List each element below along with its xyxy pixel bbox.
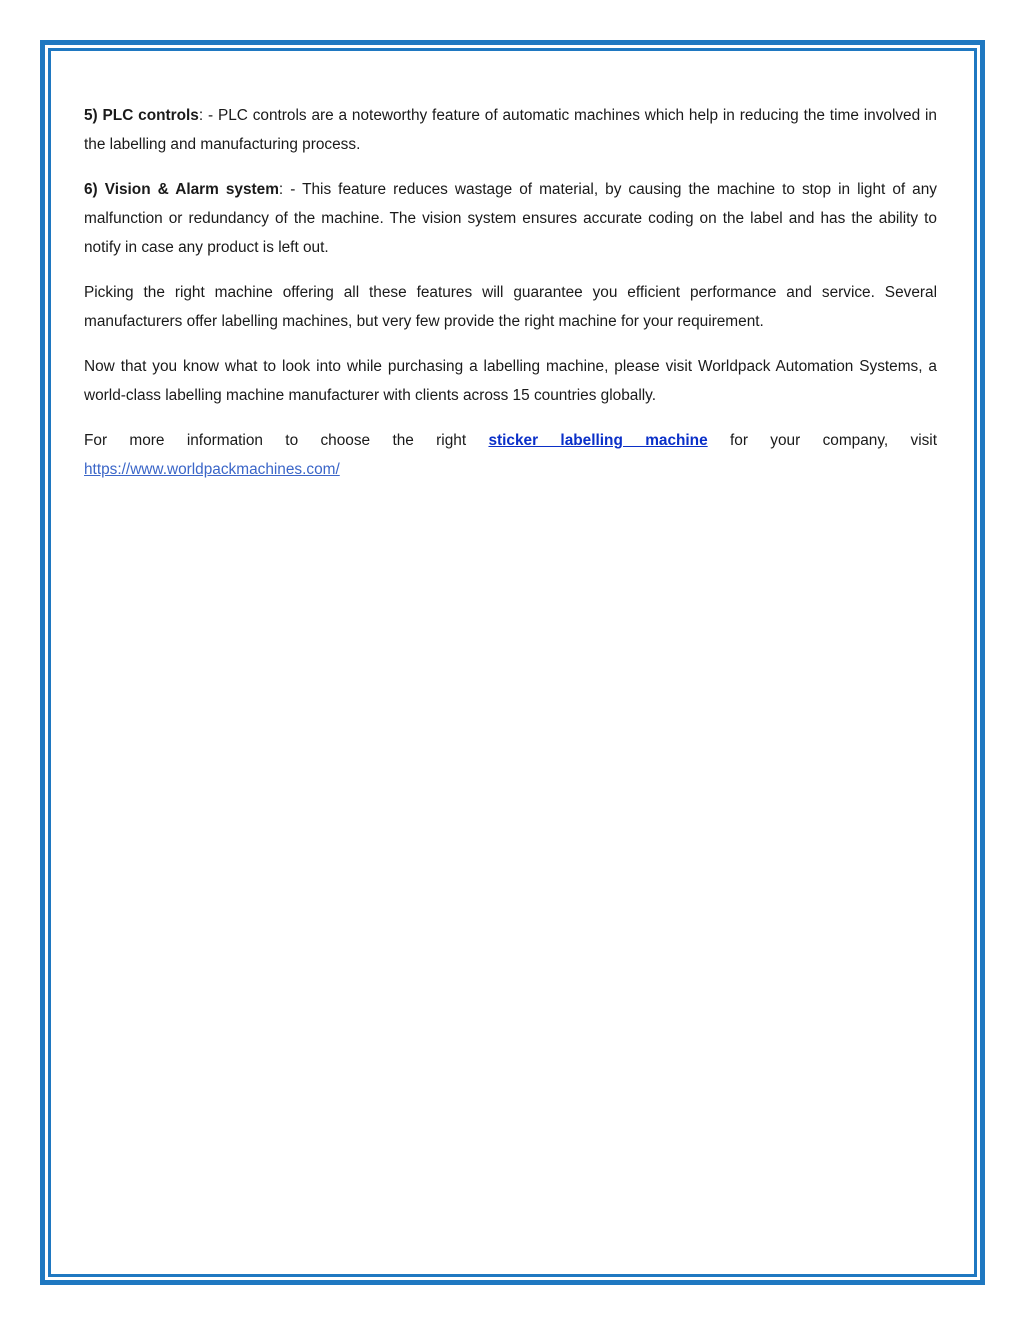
plc-controls-text: : - PLC controls are a noteworthy feature of automatic machines which help in reducing the time involved in the labelling and manufacturing process.	[84, 107, 937, 153]
paragraph-plc-controls	[84, 101, 937, 159]
heading-vision-alarm: 6) Vision & Alarm system	[84, 181, 279, 198]
vision-alarm-text: : - This feature reduces wastage of material, by causing the machine to stop in light of any malfunction or redundancy of the machine. The vision system ensures accurate coding on the label and has the ability to notify in case any product is left out.	[84, 181, 938, 256]
paragraph-url	[84, 455, 937, 484]
sticker-labelling-machine-link[interactable]: sticker labelling machine	[488, 432, 708, 449]
worldpack-website-link[interactable]: https://www.worldpackmachines.com/	[84, 461, 340, 478]
more-info-text-before: For more information to choose the right	[84, 432, 489, 449]
paragraph-vision-alarm	[84, 175, 937, 262]
paragraph-now-visit	[84, 352, 937, 410]
document-body	[84, 101, 937, 500]
more-info-text-after: for your company, visit	[707, 432, 937, 449]
paragraph-picking-machine	[84, 278, 937, 336]
now-visit-text: Now that you know what to look into while purchasing a labelling machine, please visit Worldpack Automation Systems, a world-class labelling machine manufacturer with clients across 15 countries globally.	[84, 358, 937, 404]
picking-machine-text: Picking the right machine offering all these features will guarantee you efficient performance and service. Several manufacturers offer labelling machines, but very few provide the right machine for your requirement.	[84, 284, 937, 330]
heading-plc-controls: 5) PLC controls	[84, 107, 199, 124]
paragraph-more-info	[84, 426, 937, 455]
